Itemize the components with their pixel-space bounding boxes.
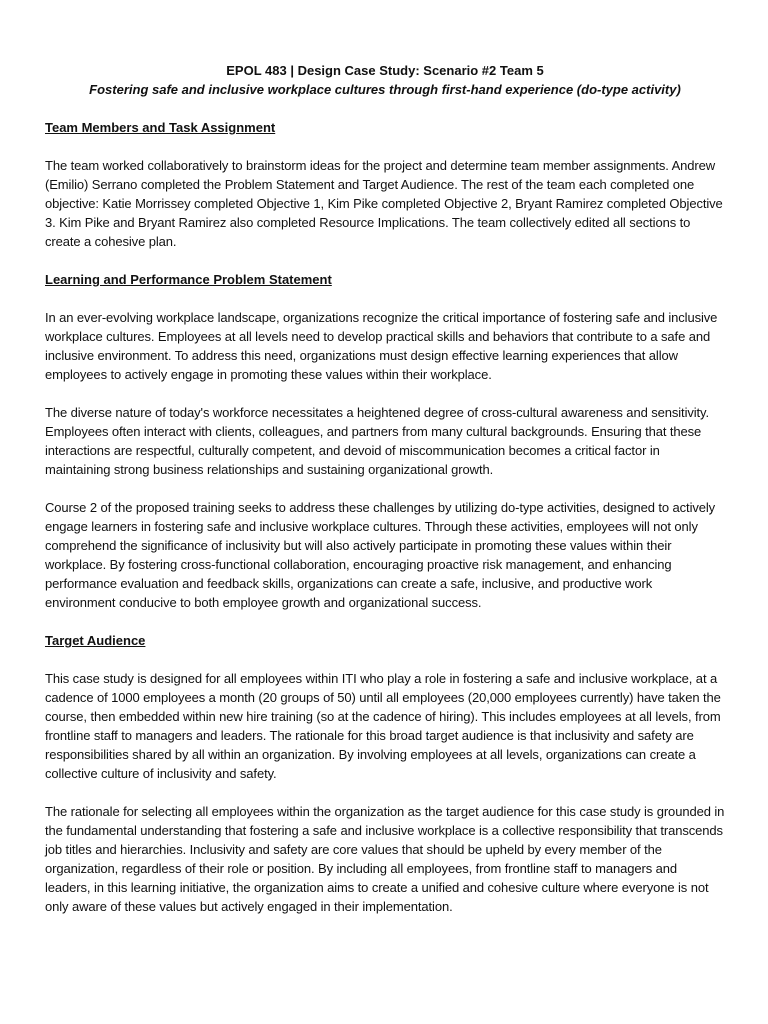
section-paragraph: The rationale for selecting all employees within the organization as the target audience for this case study is grounded in the fundamental understanding that fostering a safe and inclusive workplace is a collective responsibility that transcends job titles and hierarchies. Inclusivity and safety are core values that should be upheld by every member of the organization, regardless of their role or position. By including all employees, from frontline staff to managers and leaders, in this learning initiative, the organization aims to create a unified and cohesive culture where everyone is not only aware of these values but actively engaged in their implementation. <box>45 804 725 914</box>
section-heading: Target Audience <box>45 633 146 648</box>
section-paragraph: The diverse nature of today's workforce necessitates a heightened degree of cross-cultural awareness and sensitivity. Employees often interact with clients, colleagues, and partners from many cultural backgrounds. Ensuring that these interactions are respectful, culturally competent, and devoid of miscommunication becomes a critical factor in maintaining strong business relationships and sustaining organizational growth. <box>45 405 710 477</box>
section-paragraph: The team worked collaboratively to brainstorm ideas for the project and determine team member assignments. Andrew (Emilio) Serrano completed the Problem Statement and Target Audience. The rest of the team each completed one objective: Katie Morrissey completed Objective 1, Kim Pike completed Objective 2, Bryant Ramirez completed Objective 3. Kim Pike and Bryant Ramirez also completed Resource Implications. The team collectively edited all sections to create a cohesive plan. <box>45 158 723 249</box>
section-problem-statement <box>45 270 725 612</box>
section-paragraph: Course 2 of the proposed training seeks to address these challenges by utilizing do-type activities, designed to actively engage learners in fostering safe and inclusive workplace cultures. Through these activities, employees will not only comprehend the significance of inclusivity but will also actively participate in promoting these values within their workplace. By fostering cross-functional collaboration, encouraging proactive risk management, and enhancing performance evaluation and feedback skills, organizations can create a safe, inclusive, and productive work environment conducive to both employee growth and organizational success. <box>45 500 716 610</box>
section-paragraph: This case study is designed for all employees within ITI who play a role in fostering a safe and inclusive workplace, at a cadence of 1000 employees a month (20 groups of 50) until all employees (20,000 employees currently) have taken the course, then embedded within new hire training (so at the cadence of hiring). This includes employees at all levels, from frontline staff to managers and leaders. The rationale for this broad target audience is that inclusivity and safety are responsibilities shared by all within an organization. By involving employees at all levels, organizations can create a collective culture of inclusivity and safety. <box>45 671 721 781</box>
document-page <box>45 61 725 935</box>
section-target-audience <box>45 631 725 916</box>
section-paragraph: In an ever-evolving workplace landscape, organizations recognize the critical importance of fostering safe and inclusive workplace cultures. Employees at all levels need to develop practical skills and behaviors that contribute to a safe and inclusive environment. To address this need, organizations must design effective learning experiences that allow employees to actively engage in promoting these values within their workplace. <box>45 310 718 382</box>
section-heading: Team Members and Task Assignment <box>45 120 276 135</box>
section-team-members <box>45 118 725 251</box>
document-subtitle: Fostering safe and inclusive workplace cultures through first-hand experience (do-type activity) <box>89 82 681 97</box>
document-title: EPOL 483 | Design Case Study: Scenario #2 Team 5 <box>226 63 544 78</box>
section-heading: Learning and Performance Problem Statement <box>45 272 332 287</box>
